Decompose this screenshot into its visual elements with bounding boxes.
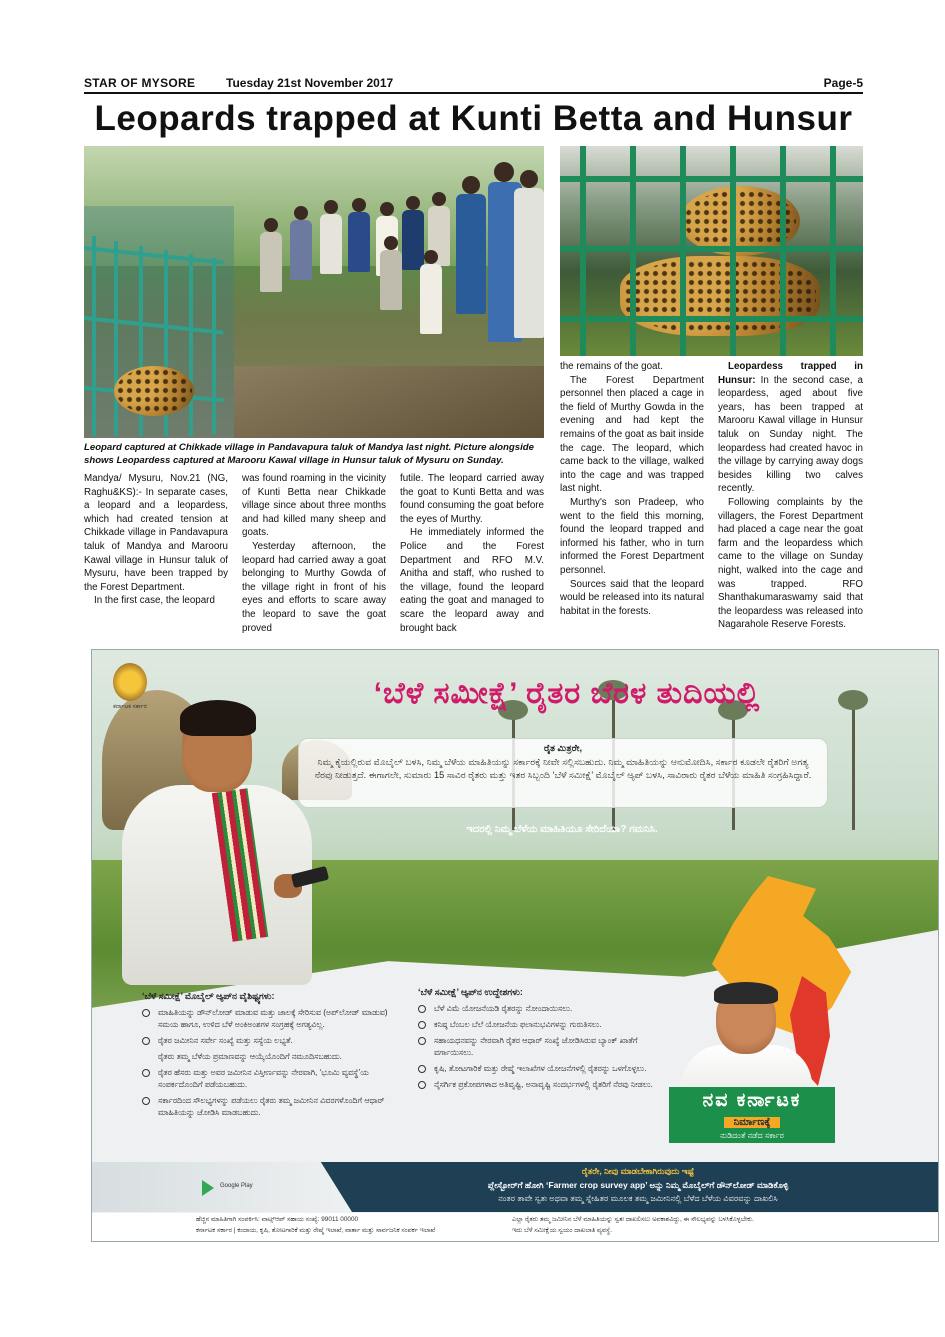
crop-survey-advertisement <box>91 649 939 1242</box>
list-item: ನೈಸರ್ಗಿಕ ಪ್ರಕೋಪಗಳಾದ ಅತಿವೃಷ್ಟಿ, ಅನಾವೃಷ್ಟಿ ಸಂದರ್ಭಗಳಲ್ಲಿ ರೈತರಿಗೆ ನೆರವು ನೀಡಲು. <box>418 1079 668 1091</box>
bullet-icon <box>418 1005 426 1013</box>
features-title: ‘ಬೆಳೆ ಸಮೀಕ್ಷೆ’ ಮೊಬೈಲ್ ಆ್ಯಪ್‌ನ ವೈಶಿಷ್ಟ್ಯಗಳು: <box>142 991 275 1001</box>
list-item: ಕೃಷಿ, ತೋಟಗಾರಿಕೆ ಮತ್ತು ರೇಷ್ಮೆ ಇಲಾಖೆಗಳ ಯೋಜನೆಗಳಲ್ಲಿ ರೈತರನ್ನು ಒಳಗೊಳ್ಳಲು. <box>418 1063 668 1075</box>
play-store-label: Google Play <box>220 1183 253 1189</box>
download-banner <box>92 1162 938 1212</box>
list-item: ಮಾಹಿತಿಯನ್ನು ಡೌನ್‌ಲೋಡ್ ಮಾಡುವ ಮತ್ತು ಜಾಲಕ್ಕೆ ಸೇರಿಸುವ (ಅಪ್‌ಲೋಡ್ ಮಾಡುವ) ಸಮಯ ಹಾಗೂ, ಉಳಿದ ಬೆಳೆ ಅಂಕಿಅಂಶಗಳ ಸಂಗ್ರಹಕ್ಕೆ ಅಗತ್ಯವಿಲ್ಲ. <box>142 1007 392 1031</box>
ad-message: ನಿಮ್ಮ ಕೈಯಲ್ಲಿರುವ ಮೊಬೈಲ್ ಬಳಸಿ, ನಿಮ್ಮ ಬೆಳೆಯ ಮಾಹಿತಿಯನ್ನು ಸರ್ಕಾರಕ್ಕೆ ನೀವೇ ಸಲ್ಲಿಸಬಹುದು. ನಿಮ್ಮ ಮಾಹಿತಿಯನ್ನು ಆನುಮೋದಿಸಿ, ಸರ್ಕಾರ ಕೂಡಲೇ ರೈತರಿಗೆ ಅಗತ್ಯ ನೆರವು ನೀಡುತ್ತದೆ. ಈಗಾಗಲೇ, ಸುಮಾರು 15 ಸಾವಿರ ರೈತರು ಮತ್ತು ಇತರ ಸಿಬ್ಬಂದಿ ‘ಬೆಳೆ ಸಮೀಕ್ಷೆ’ ಮೊಬೈಲ್ ಆ್ಯಪ್ ಬಳಸಿ, ಸಾವಿರಾರು ರೈತರ ಬೆಳೆಯ ಮಾಹಿತಿ ಸಂಗ್ರಹಿಸಿದ್ದಾರೆ. <box>314 756 812 780</box>
bullet-icon <box>142 1037 150 1045</box>
list-item: ಬೆಳೆ ವಿಮೆ ಯೋಜನೆಯಡಿ ರೈತರನ್ನು ನೋಂದಾಯಿಸಲು. <box>418 1003 668 1015</box>
footer-departments: ಕರ್ನಾಟಕ ಸರ್ಕಾರ | ಕಂದಾಯ, ಕೃಷಿ, ತೋಟಗಾರಿಕೆ ಮತ್ತು ರೇಷ್ಮೆ ಇಲಾಖೆ, ವಾರ್ತಾ ಮತ್ತು ಸಾರ್ವಜನಿಕ ಸಂಪರ್ಕ ಇಲಾಖೆ <box>196 1227 436 1234</box>
bullet-icon <box>142 1009 150 1017</box>
bullet-icon <box>142 1069 150 1077</box>
objectives-list <box>418 986 668 1095</box>
photo-leopardess-hunsur <box>560 146 863 356</box>
article-col-4 <box>560 360 704 618</box>
emblem-text: ಕರ್ನಾಟಕ ಸರ್ಕಾರ <box>113 704 147 710</box>
issue-date: Tuesday 21st November 2017 <box>226 76 394 90</box>
article-col-3 <box>400 472 544 635</box>
bullet-icon <box>418 1021 426 1029</box>
article-paragraph: Yesterday afternoon, the leopard had carried away a goat belonging to Murthy Gowda of the village right in front of his eyes and efforts to scare away the leopard to save the goat proved <box>242 540 386 634</box>
headline: Leopards trapped at Kunti Betta and Hunsur <box>94 99 853 138</box>
list-item: ಸಹಾಯಧನವನ್ನು ನೇರವಾಗಿ ರೈತರ ಆಧಾರ್ ಸಂಖ್ಯೆ ಜೋಡಿಸಿರುವ ಬ್ಯಾಂಕ್ ಖಾತೆಗೆ ವರ್ಗಾಯಿಸಲು. <box>418 1035 668 1059</box>
banner-line-3: ನಂತರ ತಾವೇ ಸ್ವತಃ ಅಥವಾ ತಮ್ಮ ಸ್ನೇಹಿತರ ಮೂಲಕ ತಮ್ಮ ಜಮೀನಿನಲ್ಲಿ ಬೆಳೆದ ಬೆಳೆಯ ವಿವರವನ್ನು ದಾಖಲಿಸಿ <box>498 1194 778 1203</box>
masthead <box>84 74 863 92</box>
list-item: ರೈತರ ಜಮೀನಿನ ಸರ್ವೇ ಸಂಖ್ಯೆ ಮತ್ತು ಸಸ್ಯೆಯ ಲಭ್ಯತೆ. <box>142 1035 392 1047</box>
bullet-icon <box>418 1081 426 1089</box>
objectives-title: ‘ಬೆಳೆ ಸಮೀಕ್ಷೆ’ ಆ್ಯಪ್‌ನ ಉದ್ದೇಶಗಳು: <box>418 987 523 997</box>
article-paragraph: He immediately informed the Police and the Forest Department and RFO M.V. Anitha and staff, who rushed to the village, found the leopard eating the goat and managed to scare the leopard away and brought back <box>400 527 544 634</box>
karnataka-emblem-icon <box>113 663 147 701</box>
article-paragraph: In the second case, a leopardess, aged about five years, has been trapped at Marooru Kawal village in Hunsur taluk on Sunday night. The leopardess had created havoc in the village by carrying away dogs besides killing two calves recently. <box>718 374 863 495</box>
banner-line-1: ರೈತರೇ, ನೀವು ಮಾಡಬೇಕಾಗಿರುವುದು ಇಷ್ಟೆ <box>581 1166 695 1176</box>
article-col-2 <box>242 472 386 635</box>
subhead-leopardess: Leopardess trapped in Hunsur: <box>718 361 863 386</box>
article-col-5 <box>718 360 863 632</box>
masthead-rule <box>84 92 863 94</box>
footer-note: ಎಲ್ಲಾ ರೈತರು ತಮ್ಮ ಜಮೀನಿನ ಬೆಳೆ ಮಾಹಿತಿಯನ್ನು ಸ್ವತಃ ದಾಖಲಿಸಲು ಅವಕಾಶವಿದ್ದು, ಈ ಸೌಲಭ್ಯವನ್ನು ಬಳಸಿಕೊಳ್ಳಬೇಕು. <box>512 1216 754 1223</box>
list-item: ಸರ್ಕಾರದಿಂದ ಸೌಲಭ್ಯಗಳನ್ನು ಪಡೆಯಲು ರೈತರು ತಮ್ಮ ಜಮೀನಿನ ವಿವರಗಳೊಂದಿಗೆ ಆಧಾರ್ ಮಾಹಿತಿಯನ್ನು ಜೋಡಿಸಿ ಮಾಡಬಹುದು. <box>142 1095 392 1119</box>
footer-contact: ಹೆಚ್ಚಿನ ಮಾಹಿತಿಗಾಗಿ ಸಂಪರ್ಕಿಸಿ: ವಾಟ್ಸ್‌ಆಪ್ ಸಹಾಯ ಸಂಖ್ಯೆ: 99011 00000 <box>196 1216 359 1223</box>
footer-note-2: ಇದು ಬೆಳೆ ಸಮೀಕ್ಷೆಯ ಸ್ವಯಂ ದಾಖಲಾತಿ ವ್ಯವಸ್ಥೆ. <box>512 1227 613 1234</box>
play-store-icon <box>202 1180 214 1196</box>
ad-footer <box>92 1213 938 1241</box>
banner-line-2: ಪ್ಲೇಸ್ಟೋರ್‌ಗೆ ಹೋಗಿ ‘Farmer crop survey app’ ಅನ್ನು ನಿಮ್ಮ ಮೊಬೈಲ್‌ಗೆ ಡೌನ್‌ಲೋಡ್ ಮಾಡಿಕೊಳ್ಳಿ <box>487 1180 789 1190</box>
page-number: Page-5 <box>823 76 863 90</box>
photo-caption: Leopard captured at Chikkade village in Pandavapura taluk of Mandya last night. Picture alongside shows Leopardess captured at Marooru Kawal village in Hunsur taluk of Mysuru on Sunday. <box>84 442 534 466</box>
nava-karnataka-badge: ನವ ಕರ್ನಾಟಕ ನಿರ್ಮಾಣಕ್ಕೆ ನುಡಿದಂತೆ ನಡೆದ ಸರ್ಕಾರ <box>669 1087 835 1143</box>
article-paragraph: was found roaming in the vicinity of Kunti Betta near Chikkade village since about three months and had killed many sheep and goats. <box>242 473 386 539</box>
features-list <box>142 990 392 1123</box>
article-paragraph: the remains of the goat. <box>560 361 663 372</box>
paper-name: STAR OF MYSORE <box>84 76 196 90</box>
article-paragraph: Murthy's son Pradeep, who went to the field this morning, found the leopard trapped and informed his father, who in turn informed the Forest Department personnel. <box>560 496 704 576</box>
list-item: ರೈತರು ತಮ್ಮ ಬೆಳೆಯ ಪ್ರಮಾಣವನ್ನು ಆಯ್ಕೆಯೊಂದಿಗೆ ನಮೂದಿಸಬಹುದು. <box>158 1052 342 1061</box>
list-item: ರೈತರ ಹೆಸರು ಮತ್ತು ಅವರ ಜಮೀನಿನ ವಿಸ್ತೀರ್ಣವನ್ನು ನೇರವಾಗಿ, ‘ಭೂಮಿ ವ್ಯವಸ್ಥೆ’ಯ ಸಂಪರ್ಕದೊಂದಿಗೆ ಪಡೆಯಬಹುದು. <box>142 1067 392 1091</box>
ad-title: ‘ಬೆಳೆ ಸಮೀಕ್ಷೆ’ ರೈತರ ಬೆರಳ ತುದಿಯಲ್ಲಿ <box>373 677 761 710</box>
article-paragraph: Sources said that the leopard would be released into its natural habitat in the forests. <box>560 578 704 617</box>
ad-question: ಇದರಲ್ಲಿ ನಿಮ್ಮ ಬೆಳೆಯ ಮಾಹಿತಿಯೂ ಸೇರಿದೆಯಾ? ಗಮನಿಸಿ. <box>466 824 658 835</box>
article-paragraph: The Forest Department personnel then placed a cage in the field of Murthy Gowda in the evening and had kept the remains of the goat as bait inside the cage. The leopard, which came back to the village, walked into the cage and was trapped last night. <box>560 374 704 495</box>
article-paragraph: Following complaints by the villagers, the Forest Department had placed a cage near the goat farm and the leopardess which came to the village on Sunday night, walked into the cage and was trapped. RFO Shanthakumaraswamy said that the leopardess was released into Nagarahole Reserve Forests. <box>718 496 863 631</box>
article-col-1 <box>84 472 228 608</box>
bullet-icon <box>142 1097 150 1105</box>
article-paragraph: Mandya/ Mysuru, Nov.21 (NG, Raghu&KS):- In separate cases, a leopard and a leopardess, which had created tension at Chikkade village in Pandavapura taluk of Mandya and Marooru Kawal village in Hunsur taluk of Mysuru, have been trapped by the Forest Department. <box>84 473 228 593</box>
list-item: ಕನಿಷ್ಠ ಬೆಂಬಲ ಬೆಲೆ ಯೋಜನೆಯ ಫಲಾನುಭವಿಗಳನ್ನು ಗುರುತಿಸಲು. <box>418 1019 668 1031</box>
article-paragraph: futile. The leopard carried away the goat to Kunti Betta and was found consuming the goat before the eyes of Murthy. <box>400 473 544 525</box>
bullet-icon <box>418 1065 426 1073</box>
article-paragraph: In the first case, the leopard <box>94 595 215 607</box>
ad-greeting: ರೈತ ಮಿತ್ರರೇ, <box>543 743 583 753</box>
bullet-icon <box>418 1037 426 1045</box>
ad-message-box <box>298 738 828 808</box>
photo-leopard-chikkade <box>84 146 544 438</box>
